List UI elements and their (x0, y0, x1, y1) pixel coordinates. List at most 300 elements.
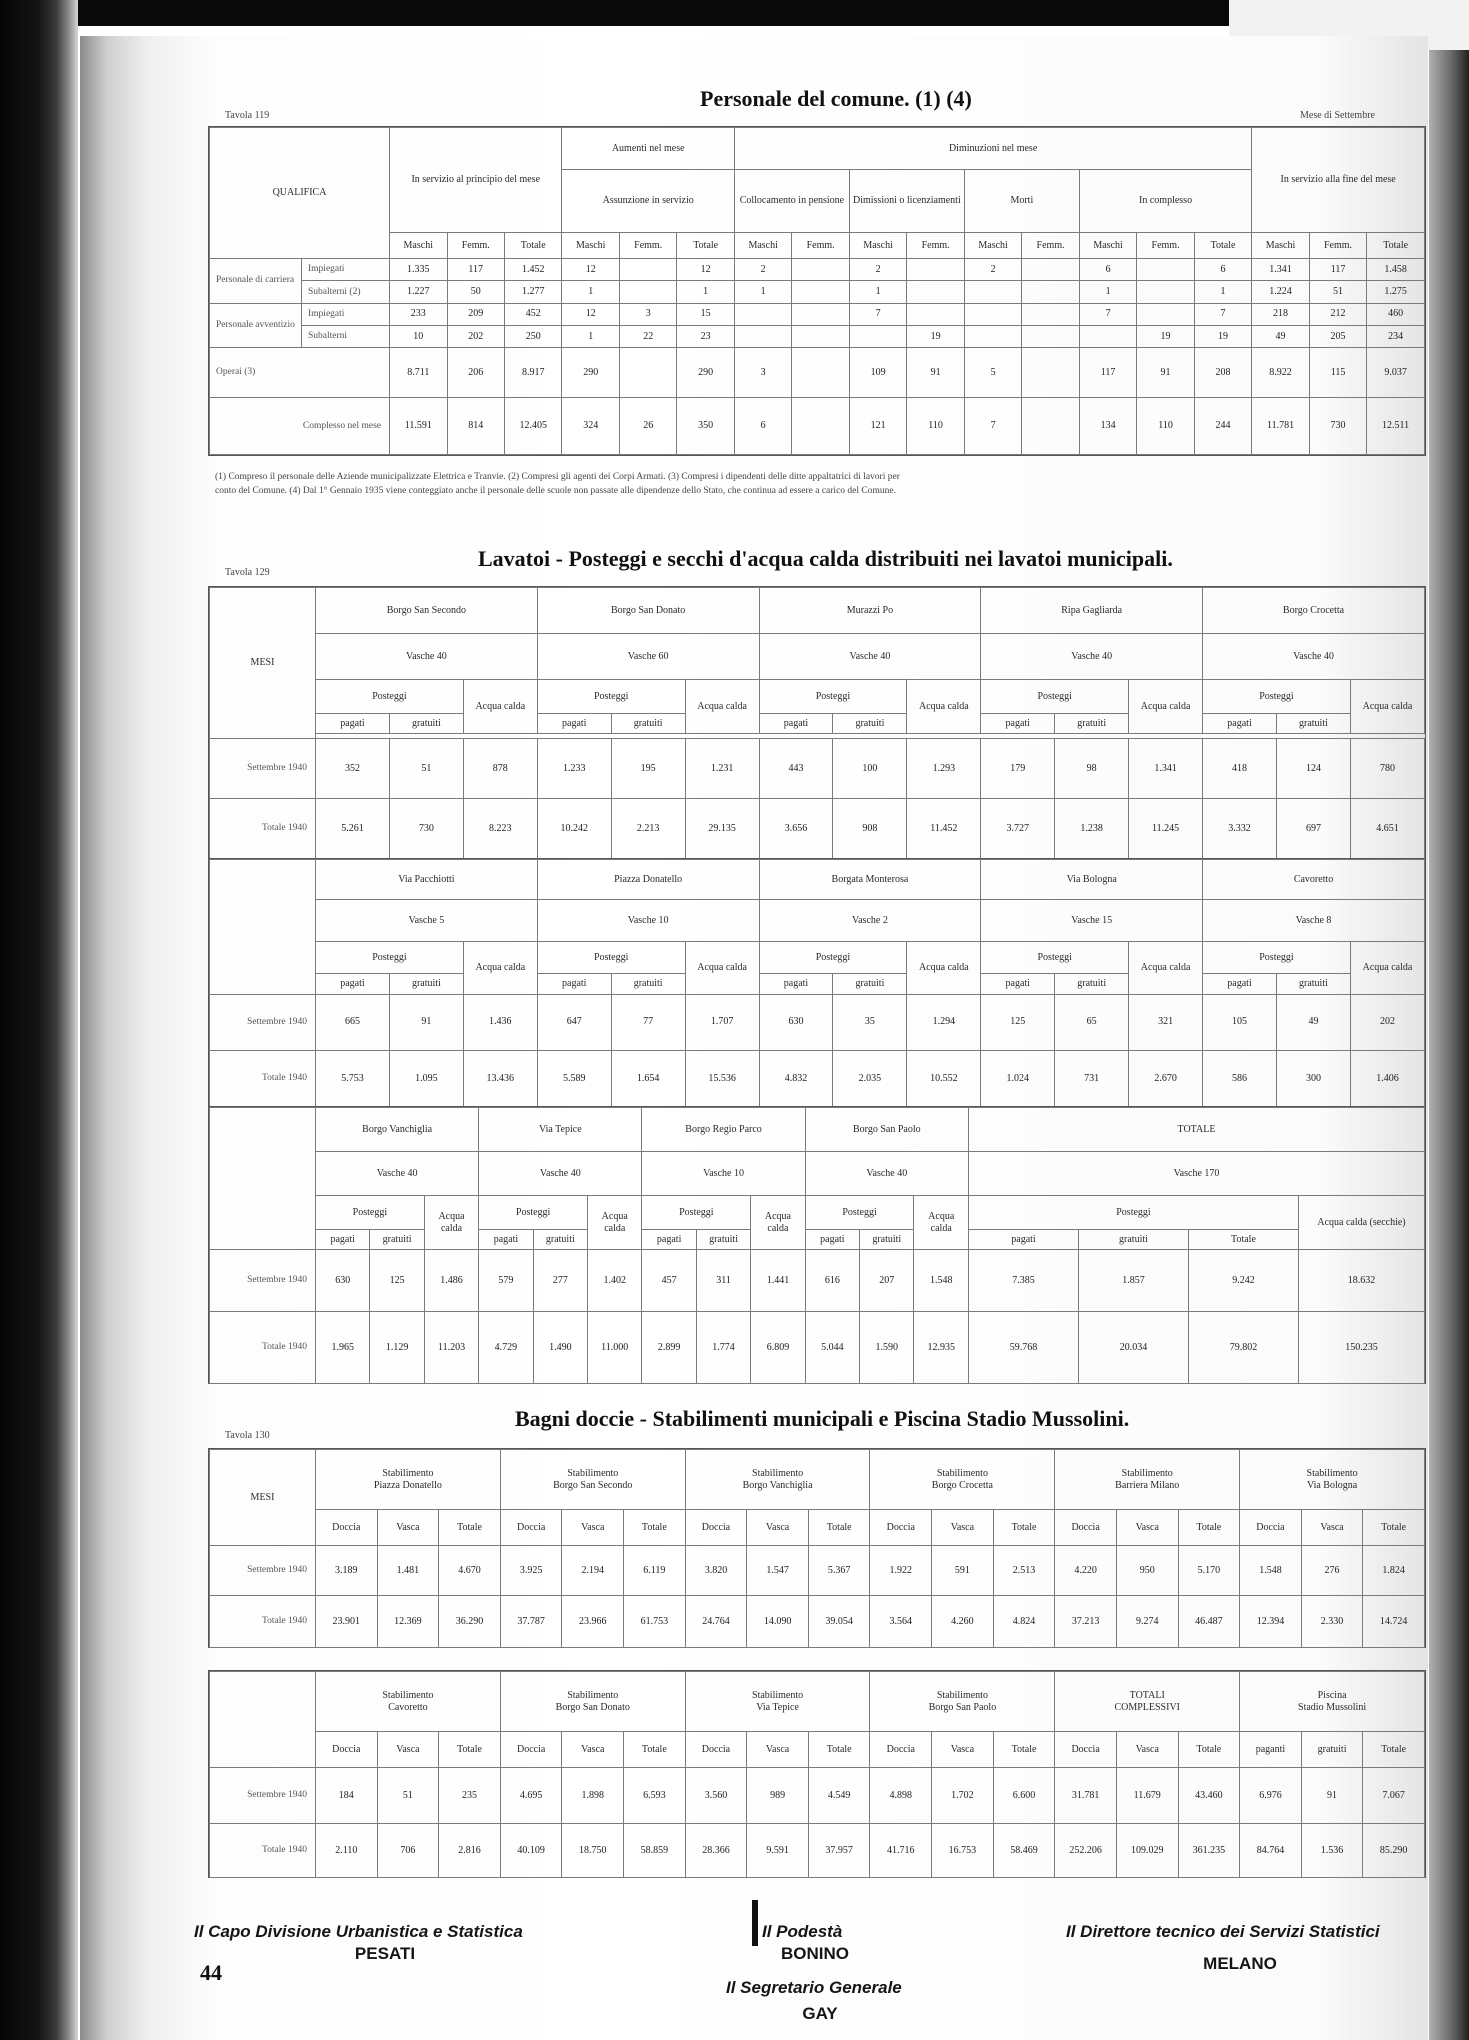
cell (792, 303, 849, 325)
t130-stab-label: Stabilimento (382, 1468, 434, 1479)
t119-r-complesso: Complesso nel mese (210, 398, 390, 455)
cell: 1.335 (390, 259, 447, 281)
t129-h-posteggi: Posteggi (1203, 942, 1351, 974)
t129-h-posteggi: Posteggi (968, 1196, 1298, 1230)
t130-h-doccia: Doccia (870, 1732, 932, 1768)
t129-vasche: Vasche 10 (642, 1152, 805, 1196)
t129-h-mesi: MESI (210, 588, 316, 739)
cell (792, 398, 849, 455)
cell: 11.781 (1252, 398, 1309, 455)
table-row (210, 1824, 1425, 1878)
cell: 207 (860, 1250, 914, 1312)
cell (792, 281, 849, 303)
t129-h-gratuiti: gratuiti (1055, 974, 1129, 994)
cell: 244 (1194, 398, 1251, 455)
cell: 202 (447, 325, 504, 347)
cell: 1 (562, 325, 619, 347)
cell: 3.820 (685, 1546, 747, 1596)
cell: 989 (747, 1768, 809, 1824)
t129-h-pagati: pagati (537, 714, 611, 734)
t130-piscina-header (1240, 1672, 1425, 1732)
table-row (210, 1768, 1425, 1824)
cell: 908 (833, 799, 907, 859)
t129-h-pagati: pagati (1203, 714, 1277, 734)
t129-vasche: Vasche 40 (316, 1152, 479, 1196)
cell: 2 (734, 259, 791, 281)
cell: 179 (981, 739, 1055, 799)
cell: 4.898 (870, 1768, 932, 1824)
cell: 2.513 (993, 1546, 1055, 1596)
t129-h-pagati: pagati (642, 1230, 696, 1250)
cell: 77 (611, 994, 685, 1050)
cell: 1 (734, 281, 791, 303)
t129-vasche: Vasche 40 (981, 634, 1203, 680)
t129-h-posteggi: Posteggi (537, 942, 685, 974)
cell: 361.235 (1178, 1824, 1240, 1878)
t130-h-doccia: Doccia (1055, 1510, 1117, 1546)
t130-stab-label: Stabilimento (1306, 1468, 1358, 1479)
t130-tavola-label: Tavola 130 (225, 1430, 270, 1441)
t130-h-vasca: Vasca (1116, 1732, 1178, 1768)
t130-h-totale: Totale (1178, 1732, 1240, 1768)
cell: 5.367 (808, 1546, 870, 1596)
t130-h-totale: Totale (1363, 1732, 1425, 1768)
t119-h-maschi: Maschi (1252, 232, 1309, 258)
cell: 98 (1055, 739, 1129, 799)
cell: 630 (316, 1250, 370, 1312)
t130-totali-label: TOTALI (1129, 1690, 1165, 1701)
t129-h-posteggi: Posteggi (316, 1196, 425, 1230)
t119-h-inizio: In servizio al principio del mese (390, 128, 562, 233)
cell: 15 (677, 303, 734, 325)
cell: 7.385 (968, 1250, 1078, 1312)
t129-h-gratuiti: gratuiti (833, 714, 907, 734)
t129-h-posteggi: Posteggi (805, 1196, 914, 1230)
t129-h-pagati: pagati (316, 974, 390, 994)
cell: 5.170 (1178, 1546, 1240, 1596)
t129-lavatoio-name: Borgo San Paolo (805, 1108, 968, 1152)
cell: 6.600 (993, 1768, 1055, 1824)
cell: 109.029 (1116, 1824, 1178, 1878)
t129-lavatoio-name: Borgo San Donato (537, 588, 759, 634)
cell: 252.206 (1055, 1824, 1117, 1878)
t130-stab-name: Borgo Crocetta (931, 1479, 993, 1491)
cell: 84.764 (1240, 1824, 1302, 1878)
t129-h-gratuiti: gratuiti (1276, 974, 1350, 994)
cell: 24.764 (685, 1596, 747, 1648)
t130-stab-name: Borgo San Paolo (928, 1701, 997, 1713)
cell: 91 (389, 994, 463, 1050)
cell: 290 (677, 347, 734, 397)
t119-r-operai: Operai (3) (210, 347, 390, 397)
t129-h-pagati: pagati (759, 974, 833, 994)
t129-h-gratuiti: gratuiti (533, 1230, 587, 1250)
signature-mid-title: Il Podestà (762, 1922, 843, 1941)
t130-mesi-spacer (210, 1672, 316, 1768)
cell: 10.552 (907, 1050, 981, 1106)
cell: 4.220 (1055, 1546, 1117, 1596)
t129-h-pagati: pagati (479, 1230, 533, 1250)
cell: 5 (964, 347, 1021, 397)
cell: 4.695 (500, 1768, 562, 1824)
cell: 23.901 (316, 1596, 378, 1648)
t130-stab-label: Stabilimento (752, 1468, 804, 1479)
cell: 3.564 (870, 1596, 932, 1648)
signature-right-name: MELANO (1203, 1954, 1277, 1973)
cell: 11.203 (424, 1312, 478, 1384)
cell: 706 (377, 1824, 439, 1878)
t129-mesi-spacer (210, 860, 316, 995)
cell: 9.591 (747, 1824, 809, 1878)
t130-h-vasca: Vasca (1301, 1510, 1363, 1546)
cell: 8.922 (1252, 347, 1309, 397)
cell: 1.707 (685, 994, 759, 1050)
t130-h-doccia: Doccia (1240, 1510, 1302, 1546)
cell: 1.275 (1367, 281, 1425, 303)
signature-mid-name: BONINO (781, 1944, 849, 1963)
cell: 59.768 (968, 1312, 1078, 1384)
cell: 14.090 (747, 1596, 809, 1648)
cell: 5.753 (316, 1050, 390, 1106)
t130-stab-name: Borgo San Secondo (553, 1479, 633, 1491)
t130-stab-label: Stabilimento (382, 1690, 434, 1701)
t130-h-vasca: Vasca (932, 1510, 994, 1546)
t130-stab-label: Stabilimento (567, 1468, 619, 1479)
cell (1079, 325, 1136, 347)
cell: 206 (447, 347, 504, 397)
t130-h-doccia: Doccia (500, 1510, 562, 1546)
t130-stab-name: Piazza Donatello (373, 1479, 442, 1491)
t119-footnote-1: (1) Compreso il personale delle Aziende municipalizzate Elettrica e Tranvie. (2) Compresi gli agenti dei Corpi Armati. (3) Compresi i dipendenti delle ditte appaltatrici di lavori per (215, 472, 900, 482)
cell: 1.702 (932, 1768, 994, 1824)
cell: 134 (1079, 398, 1136, 455)
t129-h-acqua: Acqua calda (907, 942, 981, 994)
cell: 3.656 (759, 799, 833, 859)
t130-h-vasca: Vasca (562, 1510, 624, 1546)
cell: 3.925 (500, 1546, 562, 1596)
t119-h-femm: Femm. (1137, 232, 1194, 258)
cell: 23.966 (562, 1596, 624, 1648)
t130-stab-header (316, 1450, 501, 1510)
cell: 1.965 (316, 1312, 370, 1384)
t129-r-settembre: Settembre 1940 (210, 739, 316, 799)
cell: 51 (377, 1768, 439, 1824)
cell (1022, 398, 1079, 455)
table-row (210, 259, 1425, 281)
cell: 150.235 (1298, 1312, 1424, 1384)
t130-h-doccia: Doccia (1055, 1732, 1117, 1768)
cell: 109 (849, 347, 906, 397)
cell (1022, 259, 1079, 281)
cell: 1.341 (1129, 739, 1203, 799)
t129-lavatoio-name: Borgo Vanchiglia (316, 1108, 479, 1152)
cell: 29.135 (685, 799, 759, 859)
t129-h-acqua: Acqua calda (1129, 680, 1203, 734)
cell: 1.341 (1252, 259, 1309, 281)
t130-stab-header (316, 1672, 501, 1732)
t119-h-totale: Totale (1194, 232, 1251, 258)
cell: 12.405 (504, 398, 561, 455)
cell: 7 (849, 303, 906, 325)
cell: 10 (390, 325, 447, 347)
t130-stab-header (685, 1672, 870, 1732)
cell: 2.194 (562, 1546, 624, 1596)
t130-h-doccia: Doccia (316, 1510, 378, 1546)
signature-left-name: PESATI (354, 1944, 416, 1963)
t119-footnote-2: conto del Comune. (4) Dal 1° Gennaio 1935 viene conteggiato anche il personale delle scuole non passate alle dipendenze dello Stato, che continua ad essere a carico del Comune. (215, 486, 896, 496)
cell: 12.511 (1367, 398, 1425, 455)
t129-table-block-2 (208, 858, 1426, 1108)
cell: 209 (447, 303, 504, 325)
cell: 11.452 (907, 799, 981, 859)
t129-h-pagati: pagati (805, 1230, 859, 1250)
cell: 43.460 (1178, 1768, 1240, 1824)
t130-h-mesi: MESI (210, 1450, 316, 1546)
t129-r-totale: Totale 1940 (210, 1050, 316, 1106)
cell: 1.402 (588, 1250, 642, 1312)
cell: 1.277 (504, 281, 561, 303)
cell: 443 (759, 739, 833, 799)
t130-h-vasca: Vasca (1116, 1510, 1178, 1546)
t119-h-maschi: Maschi (849, 232, 906, 258)
cell (849, 325, 906, 347)
cell: 117 (1309, 259, 1366, 281)
cell: 731 (1055, 1050, 1129, 1106)
cell: 6 (734, 398, 791, 455)
cell: 19 (1194, 325, 1251, 347)
cell: 276 (1301, 1546, 1363, 1596)
table-row (210, 739, 1425, 799)
t119-h-maschi: Maschi (1079, 232, 1136, 258)
t129-h-pagati: pagati (968, 1230, 1078, 1250)
t130-h-totale: Totale (1363, 1510, 1425, 1546)
cell: 780 (1350, 739, 1424, 799)
cell: 1.536 (1301, 1824, 1363, 1878)
t119-h-femm: Femm. (1022, 232, 1079, 258)
t119-tavola-label: Tavola 119 (225, 110, 270, 121)
t129-lavatoio-name: Cavoretto (1203, 860, 1425, 900)
signature-right-title: Il Direttore tecnico dei Servizi Statistici (1066, 1922, 1380, 1941)
t129-r-totale: Totale 1940 (210, 799, 316, 859)
t129-tavola-label: Tavola 129 (225, 567, 270, 578)
cell: 6 (1194, 259, 1251, 281)
cell: 11.245 (1129, 799, 1203, 859)
cell: 4.260 (932, 1596, 994, 1648)
cell: 4.832 (759, 1050, 833, 1106)
table-row (210, 347, 1425, 397)
cell: 5.589 (537, 1050, 611, 1106)
cell: 50 (447, 281, 504, 303)
cell: 1.824 (1363, 1546, 1425, 1596)
t129-h-posteggi: Posteggi (1203, 680, 1351, 714)
cell: 1.548 (914, 1250, 969, 1312)
scan-right-edge (1429, 26, 1469, 2040)
t119-r-subalterni2: Subalterni (2) (302, 281, 390, 303)
t129-r-settembre: Settembre 1940 (210, 1250, 316, 1312)
t130-stab-label: Stabilimento (1121, 1468, 1173, 1479)
cell: 58.469 (993, 1824, 1055, 1878)
cell: 35 (833, 994, 907, 1050)
cell: 6.119 (624, 1546, 686, 1596)
cell: 1.129 (370, 1312, 424, 1384)
cell: 1.452 (504, 259, 561, 281)
t130-piscina-label: Piscina (1317, 1690, 1347, 1701)
t129-h-posteggi: Posteggi (759, 942, 907, 974)
t119-h-maschi: Maschi (562, 232, 619, 258)
cell: 195 (611, 739, 685, 799)
cell: 1.548 (1240, 1546, 1302, 1596)
t119-h-maschi: Maschi (964, 232, 1021, 258)
t129-vasche: Vasche 5 (316, 900, 538, 942)
t129-lavatoio-name: Via Bologna (981, 860, 1203, 900)
t129-vasche: Vasche 40 (316, 634, 538, 680)
cell: 12.935 (914, 1312, 969, 1384)
t130-stab-header (500, 1450, 685, 1510)
cell: 730 (389, 799, 463, 859)
signature-mark (752, 1900, 758, 1946)
t129-h-pagati: pagati (981, 714, 1055, 734)
cell: 2.035 (833, 1050, 907, 1106)
t129-h-gratuiti: gratuiti (1276, 714, 1350, 734)
cell: 125 (370, 1250, 424, 1312)
cell: 730 (1309, 398, 1366, 455)
cell: 110 (907, 398, 964, 455)
cell: 37.787 (500, 1596, 562, 1648)
t119-g-avventizio: Personale avventizio (210, 303, 302, 347)
cell: 350 (677, 398, 734, 455)
cell (619, 347, 676, 397)
cell: 22 (619, 325, 676, 347)
t130-stab-header (500, 1672, 685, 1732)
t130-stab-name: Borgo Vanchiglia (742, 1479, 813, 1491)
t129-h-gratuiti: gratuiti (696, 1230, 750, 1250)
t129-mesi-spacer (210, 1108, 316, 1250)
cell: 2 (964, 259, 1021, 281)
t129-h-acqua: Acqua calda (588, 1196, 642, 1250)
cell (907, 281, 964, 303)
cell: 1 (562, 281, 619, 303)
t119-h-totale: Totale (504, 232, 561, 258)
cell: 91 (1301, 1768, 1363, 1824)
cell: 1 (1079, 281, 1136, 303)
t129-lavatoio-name: Borgo Crocetta (1203, 588, 1425, 634)
t129-h-acqua: Acqua calda (914, 1196, 969, 1250)
t130-h-totale: Totale (993, 1510, 1055, 1546)
cell (964, 325, 1021, 347)
t130-stab-label: Stabilimento (936, 1468, 988, 1479)
cell: 65 (1055, 994, 1129, 1050)
t129-h-gratuiti: gratuiti (1055, 714, 1129, 734)
cell: 1.441 (751, 1250, 805, 1312)
t130-stab-header (685, 1450, 870, 1510)
t130-h-vasca: Vasca (562, 1732, 624, 1768)
cell: 1.095 (389, 1050, 463, 1106)
cell: 9.242 (1188, 1250, 1298, 1312)
cell: 630 (759, 994, 833, 1050)
t130-h-vasca: Vasca (932, 1732, 994, 1768)
cell: 37.213 (1055, 1596, 1117, 1648)
t129-lavatoio-name: Borgata Monterosa (759, 860, 981, 900)
t130-stab-header (870, 1450, 1055, 1510)
t129-h-acqua: Acqua calda (751, 1196, 805, 1250)
signature-mid-name-2: GAY (802, 2004, 838, 2023)
cell: 41.716 (870, 1824, 932, 1878)
t129-lavatoio-name: Murazzi Po (759, 588, 981, 634)
t119-h-fine: In servizio alla fine del mese (1252, 128, 1425, 233)
cell: 1.857 (1078, 1250, 1188, 1312)
t130-h-vasca: Vasca (747, 1732, 809, 1768)
cell: 665 (316, 994, 390, 1050)
table-row (210, 1250, 1425, 1312)
t129-vasche: Vasche 40 (479, 1152, 642, 1196)
t119-h-maschi: Maschi (390, 232, 447, 258)
t130-h-totale: Totale (624, 1510, 686, 1546)
cell: 18.632 (1298, 1250, 1424, 1312)
t129-h-pagati: pagati (316, 714, 390, 734)
t130-r-settembre: Settembre 1940 (210, 1546, 316, 1596)
t130-stab-name: Borgo San Donato (555, 1701, 630, 1713)
t119-title: Personale del comune. (1) (4) (700, 86, 972, 111)
cell: 202 (1350, 994, 1424, 1050)
cell: 277 (533, 1250, 587, 1312)
t130-stab-name: Via Bologna (1306, 1479, 1358, 1491)
page-number: 44 (200, 1960, 222, 1985)
signature-left-title: Il Capo Divisione Urbanistica e Statistica (194, 1922, 523, 1941)
cell: 85.290 (1363, 1824, 1425, 1878)
cell (1137, 259, 1194, 281)
cell: 100 (833, 739, 907, 799)
cell: 61.753 (624, 1596, 686, 1648)
cell: 37.957 (808, 1824, 870, 1878)
cell: 23 (677, 325, 734, 347)
cell (1137, 281, 1194, 303)
t119-table (208, 126, 1426, 456)
t130-h-totale: Totale (439, 1510, 501, 1546)
cell: 8.223 (463, 799, 537, 859)
cell: 124 (1276, 739, 1350, 799)
cell: 1 (1194, 281, 1251, 303)
cell: 1.024 (981, 1050, 1055, 1106)
table-row (210, 1050, 1425, 1106)
t129-h-posteggi: Posteggi (981, 680, 1129, 714)
cell: 4.729 (479, 1312, 533, 1384)
cell: 7.067 (1363, 1768, 1425, 1824)
t130-stab-label: Stabilimento (936, 1690, 988, 1701)
t129-lavatoio-name: Borgo San Secondo (316, 588, 538, 634)
t129-h-posteggi: Posteggi (316, 680, 464, 714)
cell (792, 259, 849, 281)
cell: 125 (981, 994, 1055, 1050)
cell: 51 (389, 739, 463, 799)
t130-title: Bagni doccie - Stabilimenti municipali e Piscina Stadio Mussolini. (515, 1406, 1130, 1431)
cell: 91 (907, 347, 964, 397)
t129-h-totale: Totale (1188, 1230, 1298, 1250)
t130-h-gratuiti: gratuiti (1301, 1732, 1363, 1768)
cell: 58.859 (624, 1824, 686, 1878)
cell: 234 (1367, 325, 1425, 347)
t129-h-acqua: Acqua calda (907, 680, 981, 734)
cell: 1 (849, 281, 906, 303)
t130-stab-name: Via Tepice (756, 1701, 799, 1713)
cell (907, 259, 964, 281)
cell: 9.274 (1116, 1596, 1178, 1648)
cell: 878 (463, 739, 537, 799)
t130-stab-header (870, 1672, 1055, 1732)
t130-table-block-1 (208, 1448, 1426, 1648)
cell: 13.436 (463, 1050, 537, 1106)
t129-lavatoio-name: Borgo Regio Parco (642, 1108, 805, 1152)
t119-month: Mese di Settembre (1300, 110, 1375, 121)
